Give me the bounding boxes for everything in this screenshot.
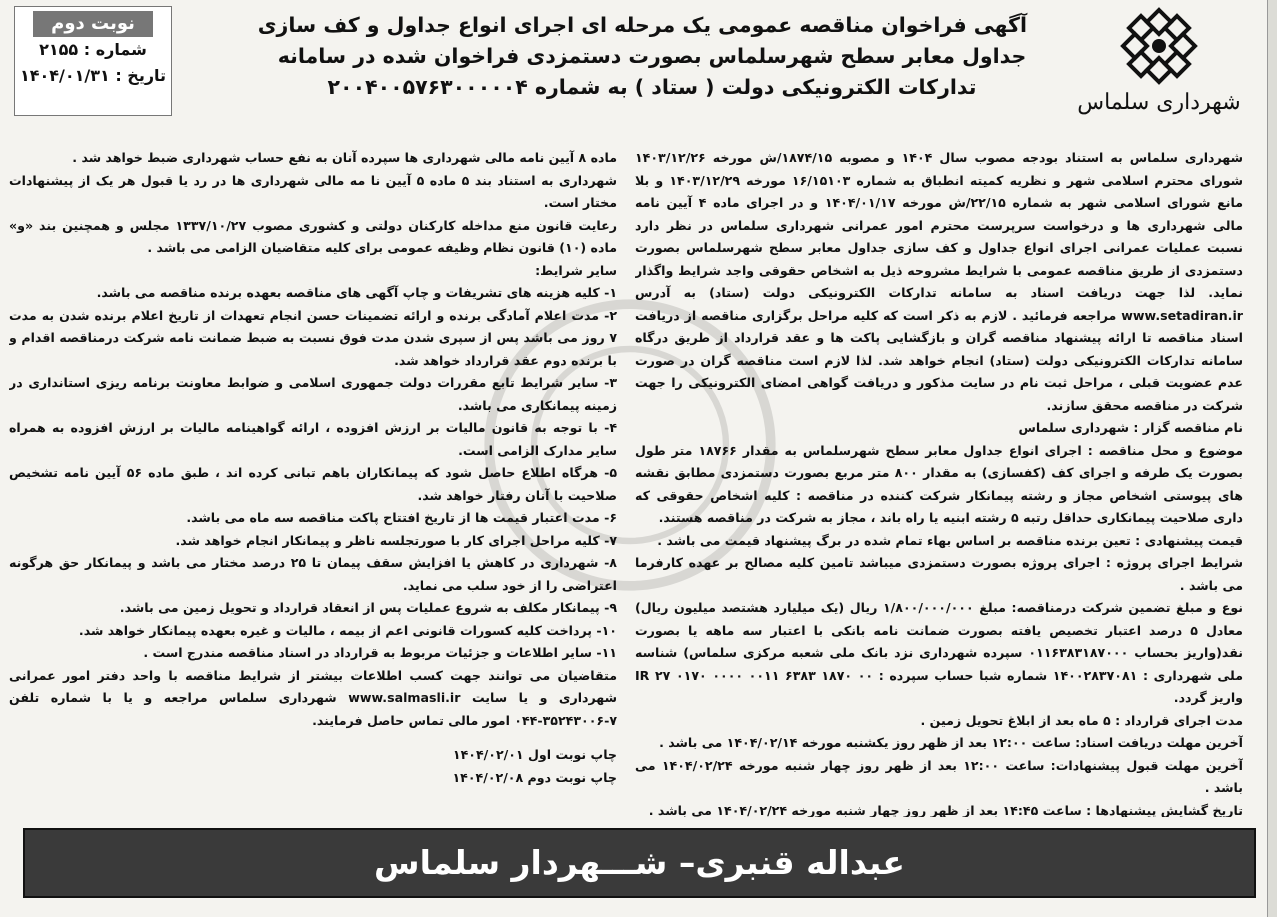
list-item: ۳- سایر شرایط تابع مقررات دولت جمهوری اسلامی و ضوابط معاونت برنامه ریزی استانداری در زمینه پیمانکاری می باشد. (9, 375, 617, 413)
title-line-2: جداول معابر سطح شهرسلماس بصورت دستمزدی فراخوان شده در سامانه (277, 44, 1027, 68)
list-item: ۴- با توجه به قانون مالیات بر ارزش افزوده ، ارائه گواهینامه مالیات بر ارزش افزوده به همراه سایر مدارک الزامی است. (9, 420, 617, 458)
list-item: ۱- کلیه هزینه های تشریفات و چاپ آگهی های مناقصه بعهده برنده مناقصه می باشد. (96, 285, 617, 300)
paragraph: تاریخ گشایش پیشنهادها : ساعت ۱۴:۴۵ بعد از ظهر روز چهار شنبه مورخه ۱۴۰۴/۰۲/۲۴ می باشد . (648, 802, 1243, 817)
list-item: ۷- کلیه مراحل اجرای کار با صورتجلسه ناظر و پیمانکار انجام خواهد شد. (175, 532, 617, 548)
list-item: ۶- مدت اعتبار قیمت ها از تاریخ افتتاح پاکت مناقصه سه ماه می باشد. (186, 510, 617, 525)
paragraph: آخرین مهلت قبول پیشنهادات: ساعت ۱۲:۰۰ بعد از ظهر روز چهار شنبه مورخه ۱۴۰۴/۰۲/۲۴ می باشد . (635, 757, 1243, 795)
notice-number: شماره : ۲۱۵۵ (39, 40, 147, 59)
paragraph: مدت اجرای قرارداد : ۵ ماه بعد از ابلاغ تحویل زمین . (920, 712, 1243, 728)
right-column (635, 147, 1243, 817)
paragraph: شهرداری سلماس به استناد بودجه مصوب سال ۱۴۰۴ و مصوبه ۱۸۷۴/۱۵/ش مورخه ۱۴۰۳/۱۲/۲۶ شورای محترم اسلامی شهر و نظریه کمیته انطباق به شماره ۱۶/۱۵۱۰۳ مورخه ۱۴۰۳/۱۲/۲۹ و بلا مانع شورای اسلامی شهر به شماره ۲۲/۱۵/ش مورخه ۱۴۰۴/۰۱/۱۷ و در اجرای ماده ۴ آیین نامه مالی شهرداری ها و درخواست سرپرست محترم امور عمرانی شهرداری سلماس در نظر دارد نسبت عملیات عمرانی اجرای انواع جداول و کف سازی جداول معابر سطح شهرسلماس بصورت دستمزدی از طریق مناقصه عمومی با شرایط مشروحه ذیل به اشخاص حقوقی واجد شرایط واگذار نماید. لذا جهت دریافت اسناد به سامانه تدارکات الکترونیکی دولت (ستاد) به آدرس www.setadiran.ir مراجعه فرمائید . لازم به ذکر است که کلیه مراحل برگزاری مناقصه از دریافت اسناد مناقصه تا ارائه پیشنهاد مناقصه گران و بازگشایی پاکت ها و عقد قرارداد از طریق درگاه سامانه تدارکات الکترونیکی دولت (ستاد) انجام خواهد شد. لذا لازم است مناقصه گران در صورت عدم عضویت قبلی ، مراحل ثبت نام در سایت مذکور و دریافت گواهی امضای الکترونیکی را جهت شرکت در مناقصه محقق سازند. (635, 150, 1243, 413)
organization-name: شهرداری سلماس (1077, 90, 1241, 115)
municipality-emblem-icon (1119, 6, 1199, 86)
first-print-date: چاپ نوبت اول ۱۴۰۴/۰۲/۰۱ (452, 747, 617, 762)
list-item: ۱۰- پرداخت کلیه کسورات قانونی اعم از بیمه ، مالیات و غیره بعهده پیمانکار خواهد شد. (78, 622, 617, 638)
paragraph: قیمت پیشنهادی : تعین برنده مناقصه بر اساس بهاء تمام شده در برگ پیشنهاد قیمت می باشد . (657, 532, 1243, 548)
list-item: ۲- مدت اعلام آمادگی برنده و ارائه تضمینات حسن انجام تعهدات از تاریخ اعلام برنده شدن به مدت ۷ روز می باشد پس از سپری شدن مدت فوق نسبت به ضبط ضمانت نامه شرکت درمناقصه اقدام و با برنده دوم عقد قرارداد خواهد شد. (9, 307, 617, 368)
paragraph: شرایط اجرای پروژه : اجرای پروژه بصورت دستمزدی میباشد تامین کلیه مصالح بر عهده کارفرما می باشد . (635, 555, 1243, 593)
paragraph: سایر شرایط: (535, 262, 617, 278)
second-print-date: چاپ نوبت دوم ۱۴۰۴/۰۲/۰۸ (452, 769, 617, 785)
list-item: ۹- پیمانکار مکلف به شروع عملیات پس از انعقاد قرارداد و تحویل زمین می باشد. (119, 600, 617, 615)
notice-info-box (14, 6, 172, 116)
list-item: ۸- شهرداری در کاهش یا افزایش سقف پیمان تا ۲۵ درصد مختار می باشد و پیمانکار حق هرگونه اعتراضی را از خود سلب می نماید. (9, 555, 617, 593)
page-edge (1267, 0, 1277, 917)
paragraph: آخرین مهلت دریافت اسناد: ساعت ۱۲:۰۰ بعد از ظهر روز یکشنبه مورخه ۱۴۰۴/۰۲/۱۴ می باشد . (659, 735, 1243, 750)
paragraph: نوع و مبلغ تضمین شرکت درمناقصه: مبلغ ۱/۸۰۰/۰۰۰/۰۰۰ ریال (یک میلیارد هشتصد میلیون ریال) معادل ۵ درصد اعتبار تخصیص یافته بصورت ضمانت نامه بانکی با اعتبار سه ماهه یا بصورت نقد(واریز بحساب ۰۱۱۶۳۸۳۱۸۷۰۰۰ سپرده شهرداری نزد بانک ملی شعبه مرکزی سلماس) شناسه ملی شهرداری : ۱۴۰۰۲۸۳۷۰۸۱ شماره شبا حساب سپرده : IR ۲۷ ۰۱۷۰ ۰۰۰۰ ۰۰۱۱ ۶۳۸۳ ۱۸۷۰ ۰۰ واریز گردد. (635, 600, 1243, 705)
mayor-signature: عبداله قنبری– شـــهردار سلماس (374, 843, 905, 882)
paragraph: نام مناقصه گزار : شهرداری سلماس (1018, 420, 1243, 435)
list-item: ۱۱- سایر اطلاعات و جزئیات مربوط به قرارداد در اسناد مناقصه مندرج است . (143, 645, 617, 660)
paragraph: رعایت قانون منع مداخله کارکنان دولتی و کشوری مصوب ۱۳۳۷/۱۰/۲۷ مجلس و همچنین بند «و» ماده (۱۰) قانون نظام وظیفه عمومی برای کلیه متقاضیان الزامی می باشد . (9, 217, 617, 255)
round-badge: نوبت دوم (33, 11, 153, 37)
paragraph: ماده ۸ آیین نامه مالی شهرداری ها سپرده آنان به نفع حساب شهرداری ضبط خواهد شد . (72, 150, 617, 165)
mayor-signature-bar (23, 828, 1256, 898)
notice-title (257, 10, 1027, 103)
left-column (9, 147, 617, 817)
title-line-3: تدارکات الکترونیکی دولت ( ستاد ) به شماره ۲۰۰۴۰۰۵۷۶۳۰۰۰۰۰۴ (327, 75, 977, 99)
title-line-1: آگهی فراخوان مناقصه عمومی یک مرحله ای اجرای انواع جداول و کف سازی (257, 13, 1027, 37)
paragraph: متقاضیان می توانند جهت کسب اطلاعات بیشتر از شرایط مناقصه با واحد دفتر امور عمرانی شهرداری و یا سایت www.salmasli.ir شهرداری سلماس مراجعه و یا با شماره تلفن ۷-۳۵۲۴۳۰۰۶-۰۴۴ امور مالی تماس حاصل فرمایند. (9, 667, 617, 728)
list-item: ۵- هرگاه اطلاع حاصل شود که پیمانکاران باهم تبانی کرده اند ، طبق ماده ۵۶ آیین نامه تشخیص صلاحیت با آنان رفتار خواهد شد. (9, 465, 617, 503)
paragraph: شهرداری به استناد بند ۵ ماده ۵ آیین نا مه مالی شهرداری ها در رد یا قبول هر یک از پیشنهادات مختار است. (9, 172, 617, 210)
municipality-logo-block (1059, 6, 1259, 146)
notice-date: تاریخ : ۱۴۰۴/۰۱/۳۱ (19, 66, 167, 85)
print-dates (9, 744, 617, 789)
paragraph: موضوع و محل مناقصه : اجرای انواع جداول معابر سطح شهرسلماس به مقدار ۱۸۷۶۶ متر طول بصورت یک طرفه و اجرای کف (کفسازی) به مقدار ۸۰۰ متر مربع بصورت دستمزدی مطابق نقشه های پیوستی اشخاص مجاز و رشته پیمانکار شرکت کننده در مناقصه : کلیه اشخاص حقوقی که داری صلاحیت پیمانکاری حداقل رتبه ۵ رشته ابنیه یا راه باند ، مجاز به شرکت در مناقصه هستند. (635, 442, 1243, 525)
